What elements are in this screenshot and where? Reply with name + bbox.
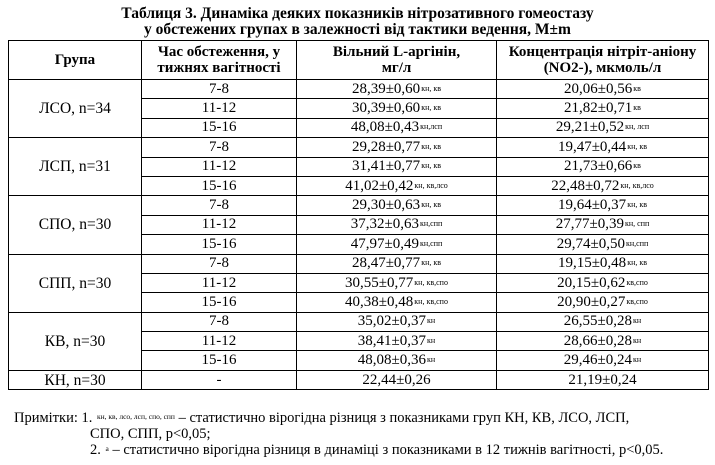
arginine-cell-sig: кн, кв,лсо [414,180,448,190]
week-cell [142,293,297,312]
arginine-cell-value: 47,97±0,49 [350,235,419,252]
note-2-num: 2. [90,442,101,458]
arginine-cell-value: 29,28±0,77 [351,138,421,155]
week-cell-value: - [216,371,222,388]
arginine-cell-value: 41,02±0,42 [345,177,414,194]
table-row [9,196,709,215]
week-cell-value: 15-16 [201,235,237,252]
arginine-cell-sig: кн, кв [421,258,442,268]
nitrite-cell-value: 19,47±0,44 [557,138,627,155]
arginine-cell-value: 48,08±0,36 [357,352,427,369]
arginine-cell-value: 30,55±0,77 [345,274,414,291]
week-cell-value: 15-16 [201,177,237,194]
data-table [8,40,709,390]
week-cell-value: 11-12 [201,332,237,349]
nitrite-cell-sig: кн [633,355,642,365]
nitrite-cell-sig: кн, лсп [625,122,650,132]
arginine-cell [297,157,497,176]
note-1 [14,410,709,426]
group-name: СПП, n=30 [9,254,142,312]
week-cell [142,332,297,351]
group-name [9,370,142,389]
arginine-cell-sig: кн,спп [419,219,443,229]
nitrite-cell-value: 29,21±0,52 [555,119,625,136]
header-time: Час обстеження, у тижнях вагітності [142,41,297,80]
week-cell [142,138,297,157]
nitrite-cell-sig: кн [633,335,642,345]
arginine-cell [297,351,497,370]
arginine-cell-value: 35,02±0,37 [357,313,427,330]
week-cell [142,254,297,273]
arginine-cell-value: 28,47±0,77 [351,255,421,272]
nitrite-cell-value: 19,15±0,48 [557,255,627,272]
title-line-1: Таблиця 3. Динаміка деяких показників нітрозативного гомеостазу [121,5,594,22]
header-nitrite-line1: Концентрація нітріт-аніону [508,44,697,60]
arginine-cell [297,99,497,118]
group-name: КВ, n=30 [9,312,142,370]
arginine-cell-value: 38,41±0,37 [357,332,427,349]
week-cell-value: 15-16 [201,352,237,369]
week-cell-value: 7-8 [209,197,229,214]
nitrite-cell-sig: кв [633,161,641,171]
nitrite-cell-sig: кн, кв [627,258,648,268]
week-cell-value: 7-8 [209,80,229,97]
nitrite-cell-sig: кн, кв [627,200,648,210]
week-cell [142,312,297,331]
nitrite-cell [497,351,709,370]
nitrite-cell [497,157,709,176]
week-cell-value: 11-12 [201,158,237,175]
note-2 [14,442,709,458]
arginine-cell-sig: кн, кв [421,161,442,171]
group-name: ЛСО, n=34 [9,80,142,138]
note-1-sup: кн, кв, лсо, лсп, спо, спп [96,412,175,421]
arginine-cell-value: 37,32±0,63 [350,216,419,233]
arginine-cell-value: 48,08±0,43 [350,119,420,136]
nitrite-cell-value: 21,82±0,71 [564,100,633,117]
header-arginine-line2: мг/л [381,60,412,76]
header-group: Група [9,41,142,80]
note-2-sup: а [105,444,109,453]
arginine-cell [297,370,497,389]
nitrite-cell-value: 20,15±0,62 [557,274,626,291]
week-cell [142,235,297,254]
week-cell-value: 7-8 [209,255,229,272]
nitrite-cell-sig: кн,спп [625,238,649,248]
nitrite-cell-sig: кв,спо [626,296,648,306]
arginine-cell-value: 28,39±0,60 [351,80,421,97]
arginine-cell [297,80,497,99]
week-cell [142,351,297,370]
nitrite-cell-sig: кн, спп [624,219,650,229]
arginine-cell-value: 40,38±0,48 [345,293,414,310]
arginine-cell [297,273,497,292]
notes [14,410,709,458]
nitrite-cell [497,293,709,312]
header-arginine-line1: Вільний L-аргінін, [332,44,461,60]
nitrite-cell [497,118,709,137]
arginine-cell-sig: кн, кв [421,83,442,93]
week-cell [142,157,297,176]
header-nitrite-line2: (NO2-), мкмоль/л [543,60,662,76]
arginine-cell-sig: кн [427,335,436,345]
nitrite-cell-value: 22,48±0,72 [551,177,620,194]
nitrite-cell [497,80,709,99]
nitrite-cell [497,99,709,118]
week-cell [142,273,297,292]
title-line-2: у обстежених групах в залежності від тактики ведення, M±m [144,21,571,38]
arginine-cell [297,293,497,312]
arginine-cell-sig: кн,лсп [420,122,443,132]
nitrite-cell [497,332,709,351]
note-label: Примітки: 1. [14,410,93,426]
nitrite-cell-value: 20,90±0,27 [557,293,626,310]
week-cell [142,370,297,389]
nitrite-cell-sig: кв [633,103,641,113]
nitrite-cell-sig: кв,спо [626,277,648,287]
arginine-cell-sig: кн, кв [421,200,442,210]
arginine-cell-sig: кн, кв,спо [414,296,448,306]
note-1-cont: СПО, СПП, p<0,05; [90,426,211,442]
nitrite-cell [497,273,709,292]
nitrite-cell-value: 20,06±0,56 [564,80,633,97]
note-2-text: – статистично вірогідна різниця в динаміці з показниками в 12 тижнів вагітності, p<0,05. [112,442,664,458]
nitrite-cell [497,176,709,195]
arginine-cell [297,176,497,195]
arginine-cell-sig: кн [427,355,436,365]
week-cell-value: 15-16 [201,119,237,136]
arginine-cell-sig: кн [427,316,436,326]
nitrite-cell-value: 29,74±0,50 [556,235,625,252]
nitrite-cell-value: 29,46±0,24 [563,352,633,369]
arginine-cell-sig: кн, кв [421,141,442,151]
table-row-control [9,370,709,389]
week-cell-value: 11-12 [201,100,237,117]
arginine-cell [297,196,497,215]
nitrite-cell-value: 19,64±0,37 [557,197,627,214]
nitrite-cell [497,254,709,273]
nitrite-cell-sig: кв [633,83,641,93]
note-1-text: – статистично вірогідна різниця з показниками груп КН, КВ, ЛСО, ЛСП, [178,410,630,426]
group-name: ЛСП, n=31 [9,138,142,196]
week-cell-value: 11-12 [201,274,237,291]
arginine-cell-sig: кн,спп [419,238,443,248]
nitrite-cell-value: 26,55±0,28 [563,313,633,330]
arginine-cell-sig: кн, кв,спо [414,277,448,287]
week-cell [142,176,297,195]
nitrite-cell-sig: кн, кв,лсо [620,180,654,190]
week-cell-value: 11-12 [201,216,237,233]
nitrite-cell [497,196,709,215]
table-row [9,80,709,99]
nitrite-cell-value: 28,66±0,28 [563,332,633,349]
header-nitrite [497,41,709,80]
week-cell [142,80,297,99]
nitrite-cell [497,312,709,331]
arginine-cell [297,254,497,273]
table-row [9,138,709,157]
header-row [9,41,709,80]
week-cell [142,196,297,215]
week-cell [142,99,297,118]
arginine-cell [297,312,497,331]
nitrite-cell [497,235,709,254]
arginine-cell [297,235,497,254]
nitrite-cell [497,215,709,234]
arginine-cell [297,118,497,137]
week-cell-value: 7-8 [209,313,229,330]
week-cell [142,215,297,234]
arginine-cell-sig: кн, кв [421,103,442,113]
week-cell-value: 15-16 [201,293,237,310]
week-cell-value: 7-8 [209,138,229,155]
table-row [9,312,709,331]
header-arginine [297,41,497,80]
nitrite-cell-sig: кн [633,316,642,326]
nitrite-cell [497,370,709,389]
arginine-cell [297,332,497,351]
arginine-cell-value: 29,30±0,63 [351,197,421,214]
arginine-cell [297,215,497,234]
week-cell [142,118,297,137]
nitrite-cell-value: 21,73±0,66 [564,158,633,175]
arginine-cell [297,138,497,157]
arginine-cell-value: 30,39±0,60 [351,100,421,117]
nitrite-cell-sig: кн, кв [627,141,648,151]
nitrite-cell [497,138,709,157]
arginine-cell-value: 22,44±0,26 [362,371,431,388]
group-name: СПО, n=30 [9,196,142,254]
table-row [9,254,709,273]
table-body [9,80,709,390]
arginine-cell-value: 31,41±0,77 [351,158,421,175]
nitrite-cell-value: 21,19±0,24 [568,371,637,388]
table-title [0,6,715,38]
nitrite-cell-value: 27,77±0,39 [555,216,624,233]
group-name-value: КН, n=30 [44,371,106,389]
